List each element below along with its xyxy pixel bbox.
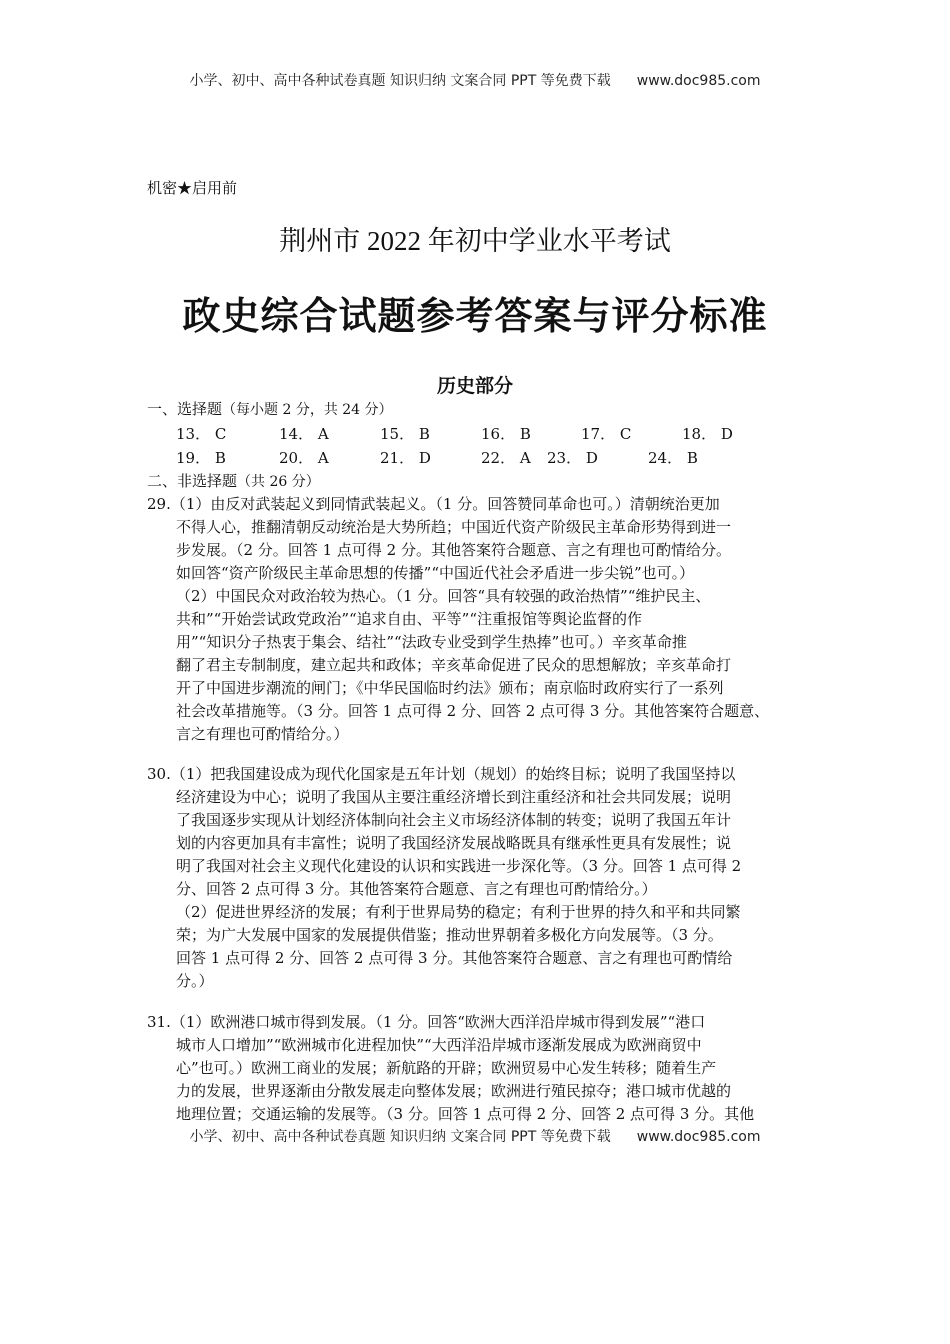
banner-url-link[interactable]: www.doc985.com [636,1129,761,1145]
answer-item: 14． A [279,425,329,443]
answer-item: 20． A [279,449,329,467]
answer-item: 16． B [481,425,531,443]
answer-item: 23． D [547,449,598,467]
part2-heading-note: （共 26 分） [237,474,320,490]
text-line: 回答 1 点可得 2 分、回答 2 点可得 3 分。其他答案符合题意、言之有理也可酌情给 [176,949,733,967]
text-line: 了我国逐步实现从计划经济体制向社会主义市场经济体制的转变；说明了我国五年计 [176,811,732,829]
text-line: 言之有理也可酌情给分。） [176,725,349,743]
text-line: 分。） [176,972,214,990]
document-title: 政史综合试题参考答案与评分标准 [182,294,768,338]
classified-label: 机密★启用前 [147,179,238,197]
answer-item: 19． B [176,449,226,467]
text-line: 地理位置；交通运输的发展等。（3 分。回答 1 点可得 2 分、回答 2 点可得 3 分。其他 [176,1105,755,1123]
text-line: 如回答“资产阶级民主革命思想的传播”“中国近代社会矛盾进一步尖锐”也可。） [176,564,695,582]
text-line: 用”“知识分子热衷于集会、结社”“法政专业受到学生热捧”也可。）辛亥革命推 [176,633,687,651]
banner-text: 小学、初中、高中各种试卷真题 知识归纳 文案合同 PPT 等免费下载 [189,1129,611,1145]
question-30-answer [147,763,819,993]
question-29-answer [147,493,819,746]
answer-item: 17． C [581,425,632,443]
text-line: 明了我国对社会主义现代化建设的认识和实践进一步深化等。（3 分。回答 1 点可得 2 [176,857,742,875]
part1-heading [147,398,393,419]
banner-url-link[interactable]: www.doc985.com [636,73,761,89]
part2-heading [147,470,320,491]
text-line: 30.（1）把我国建设成为现代化国家是五年计划（规划）的始终目标；说明了我国坚持以 [147,765,736,783]
text-line: 荣；为广大发展中国家的发展提供借鉴；推动世界朝着多极化方向发展等。（3 分。 [176,926,723,944]
text-line: 29.（1）由反对武装起义到同情武装起义。（1 分。回答赞同革命也可。）清朝统治更加 [147,495,720,513]
answer-item: 15． B [380,425,430,443]
text-line: 不得人心，推翻清朝反动统治是大势所趋；中国近代资产阶级民主革命形势得到进一 [176,518,732,536]
answer-item: 18． D [682,425,733,443]
part2-heading-label: 二、非选择题 [147,472,238,490]
part1-heading-note: （每小题 2 分，共 24 分） [222,402,393,418]
text-line: 翻了君主专制制度，建立起共和政体；辛亥革命促进了民众的思想解放；辛亥革命打 [176,656,732,674]
question-31-answer [147,1011,819,1126]
text-line: 分、回答 2 点可得 3 分。其他答案符合题意、言之有理也可酌情给分。） [176,880,657,898]
footer-banner [0,1126,950,1146]
text-line: （2）中国民众对政治较为热心。（1 分。回答“具有较强的政治热情”“维护民主、 [176,587,711,605]
text-line: 心”也可。）欧洲工商业的发展；新航路的开辟；欧洲贸易中心发生转移；随着生产 [176,1059,717,1077]
text-line: 步发展。（2 分。回答 1 点可得 2 分。其他答案符合题意、言之有理也可酌情给分。 [176,541,731,559]
exam-title: 荆州市 2022 年初中学业水平考试 [279,226,671,256]
text-line: （2）促进世界经济的发展；有利于世界局势的稳定；有利于世界的持久和平和共同繁 [176,903,741,921]
text-line: 划的内容更加具有丰富性；说明了我国经济发展战略既具有继承性更具有发展性；说 [176,834,732,852]
answer-item: 24． B [648,449,698,467]
text-line: 社会改革措施等。（3 分。回答 1 点可得 2 分、回答 2 点可得 3 分。其他答案符合题意、 [176,702,770,720]
answer-item: 22． A [481,449,531,467]
text-line: 开了中国进步潮流的闸门；《中华民国临时约法》颁布；南京临时政府实行了一系列 [176,679,724,697]
answer-item: 21． D [380,449,431,467]
text-line: 31.（1）欧洲港口城市得到发展。（1 分。回答“欧洲大西洋沿岸城市得到发展”“港口 [147,1013,706,1031]
part1-heading-label: 一、选择题 [147,400,223,418]
text-line: 共和”“开始尝试政党政治”“追求自由、平等”“注重报馆等舆论监督的作 [176,610,643,628]
header-banner [0,70,950,90]
answer-item: 13． C [176,425,227,443]
banner-text: 小学、初中、高中各种试卷真题 知识归纳 文案合同 PPT 等免费下载 [189,73,611,89]
text-line: 城市人口增加”“欧洲城市化进程加快”“大西洋沿岸城市逐渐发展成为欧洲商贸中 [176,1036,702,1054]
text-line: 经济建设为中心；说明了我国从主要注重经济增长到注重经济和社会共同发展；说明 [176,788,732,806]
section-title: 历史部分 [436,375,513,397]
text-line: 力的发展，世界逐渐由分散发展走向整体发展；欧洲进行殖民掠夺；港口城市优越的 [176,1082,732,1100]
